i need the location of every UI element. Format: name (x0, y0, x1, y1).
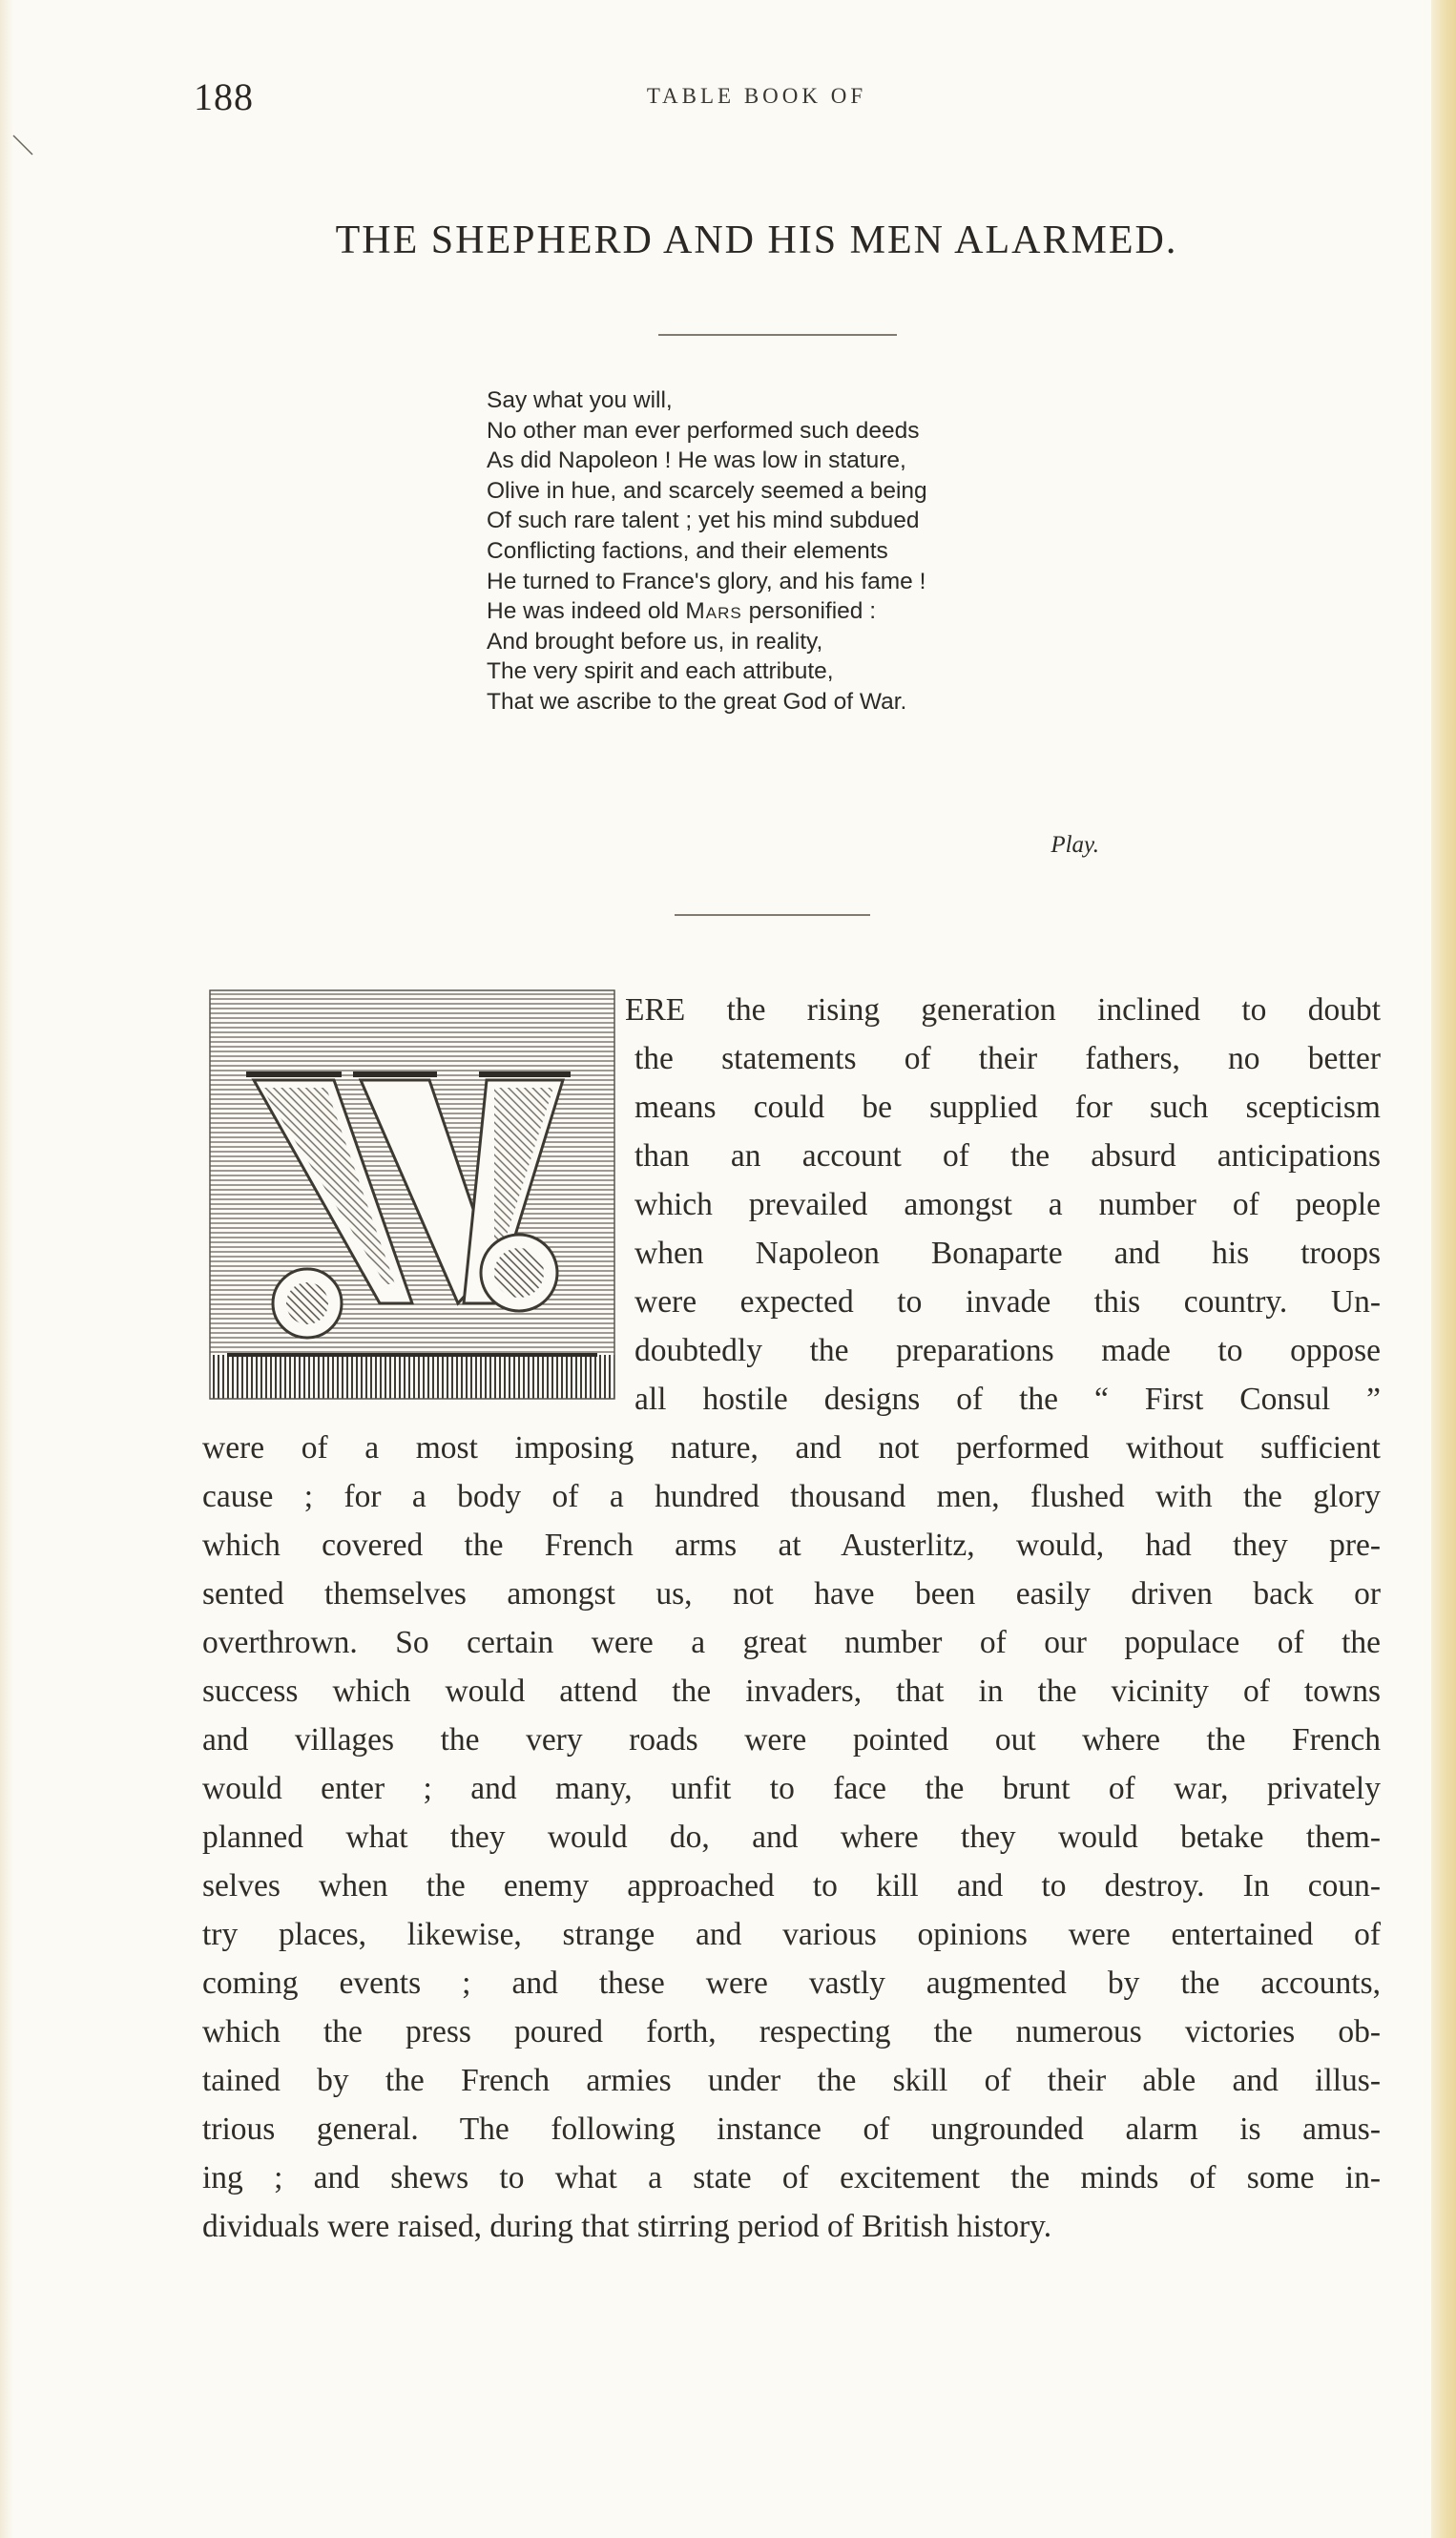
body-line: which the press poured forth, respecting the numerous victories ob- (202, 2014, 1381, 2049)
body-line: ing ; and shews to what a state of excitement the minds of some in- (202, 2160, 1381, 2195)
epigraph-line: Olive in hue, and scarcely seemed a being (487, 477, 927, 504)
body-line: which covered the French arms at Austerlitz, would, had they pre- (202, 1528, 1381, 1563)
epigraph-line: Say what you will, (487, 387, 673, 413)
body-line: the statements of their fathers, no better (634, 1041, 1381, 1076)
body-line: than an account of the absurd anticipations (634, 1138, 1381, 1174)
body-line: coming events ; and these were vastly augmented by the accounts, (202, 1966, 1381, 2001)
body-line-last: dividuals were raised, during that stirring period of British history. (202, 2209, 1052, 2244)
epigraph-line: Conflicting factions, and their elements (487, 537, 888, 564)
page-number: 188 (194, 75, 254, 118)
body-line: were expected to invade this country. Un- (634, 1284, 1381, 1320)
body-line: when Napoleon Bonaparte and his troops (634, 1236, 1381, 1271)
body-line: means could be supplied for such scepticism (634, 1090, 1381, 1125)
body-line: selves when the enemy approached to kill and to destroy. In coun- (202, 1868, 1381, 1904)
body-line: planned what they would do, and where they would betake them- (202, 1820, 1381, 1855)
body-line: all hostile designs of the “ First Consul ” (634, 1382, 1381, 1417)
body-line-first: ERE the rising generation inclined to doubt (625, 992, 1381, 1028)
body-line: doubtedly the preparations made to oppose (634, 1333, 1381, 1368)
epigraph-line: He turned to France's glory, and his fame ! (487, 568, 926, 594)
epigraph-line: That we ascribe to the great God of War. (487, 688, 907, 715)
epigraph-line: As did Napoleon ! He was low in stature, (487, 447, 906, 474)
body-line: tained by the French armies under the skill of their able and illus- (202, 2063, 1381, 2098)
body-line: success which would attend the invaders, that in the vicinity of towns (202, 1674, 1381, 1709)
chapter-title: THE SHEPHERD AND HIS MEN ALARMED. (335, 218, 1178, 262)
body-line: were of a most imposing nature, and not performed without sufficient (202, 1430, 1381, 1466)
epigraph-line: And brought before us, in reality, (487, 628, 823, 655)
body-line: try places, likewise, strange and various opinions were entertained of (202, 1917, 1381, 1952)
body-line: and villages the very roads were pointed out where the French (202, 1722, 1381, 1758)
epigraph (487, 385, 1135, 718)
epigraph-line: Of such rare talent ; yet his mind subdued (487, 508, 920, 534)
body-line: trious general. The following instance of ungrounded alarm is amus- (202, 2112, 1381, 2147)
epigraph-line-head: He was indeed old (487, 598, 686, 625)
drop-cap-w-icon (208, 988, 616, 1403)
corner-tick-mark (11, 134, 36, 158)
epigraph-smallcaps-mars: Mars (685, 598, 742, 625)
epigraph-line: No other man ever performed such deeds (487, 417, 920, 444)
title-rule (658, 334, 897, 336)
body-line: overthrown. So certain were a great number of our populace of the (202, 1625, 1381, 1660)
body-line: sented themselves amongst us, not have been easily driven back or (202, 1576, 1381, 1612)
body-line: cause ; for a body of a hundred thousand men, flushed with the glory (202, 1479, 1381, 1514)
epigraph-line-mars (487, 596, 1135, 627)
running-head: TABLE BOOK OF (646, 84, 867, 108)
body-line: would enter ; and many, unfit to face the brunt of war, privately (202, 1771, 1381, 1806)
epigraph-attribution: Play. (1050, 832, 1099, 858)
epigraph-rule (675, 914, 870, 916)
left-page-edge (0, 0, 13, 2538)
right-page-edge (1431, 0, 1456, 2538)
epigraph-line-tail: personified : (741, 598, 877, 625)
body-line: which prevailed amongst a number of people (634, 1187, 1381, 1222)
epigraph-line: The very spirit and each attribute, (487, 658, 834, 685)
